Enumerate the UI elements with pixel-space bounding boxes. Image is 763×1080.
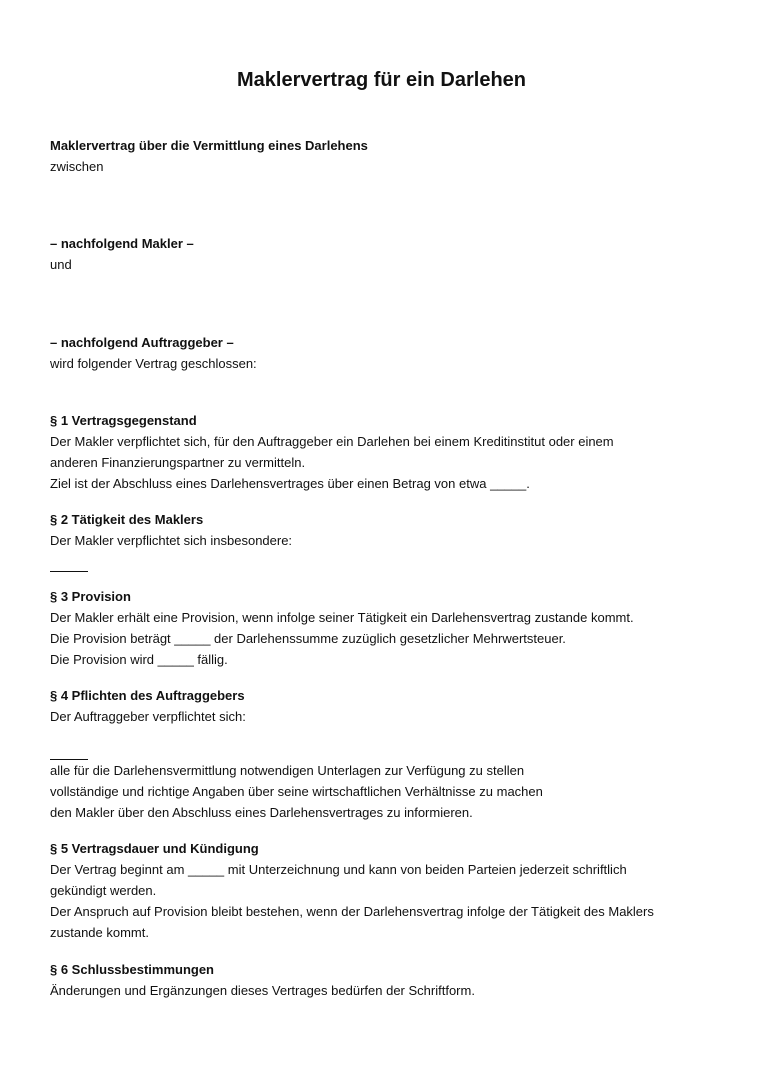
party-connector: und <box>50 257 72 272</box>
blank-fill-line <box>50 551 88 572</box>
section-3-heading: § 3 Provision <box>50 589 131 604</box>
section-4-item: den Makler über den Abschluss eines Darlehensvertrages zu informieren. <box>50 805 473 820</box>
section-2-heading: § 2 Tätigkeit des Maklers <box>50 512 204 527</box>
blank-fill-line <box>50 727 88 760</box>
section-3-line: Die Provision beträgt _____ der Darlehenssumme zuzüglich gesetzlicher Mehrwertsteuer. <box>50 631 566 646</box>
section-4-item: vollständige und richtige Angaben über seine wirtschaftlichen Verhältnisse zu machen <box>50 784 543 799</box>
section-6-heading: § 6 Schlussbestimmungen <box>50 962 214 977</box>
section-6 <box>50 959 730 1001</box>
section-5-line: zustande kommt. <box>50 925 149 940</box>
section-1 <box>50 410 730 494</box>
section-4-line: Der Auftraggeber verpflichtet sich: <box>50 709 246 724</box>
section-3-line: Die Provision wird _____ fällig. <box>50 652 228 667</box>
section-5-line: gekündigt werden. <box>50 883 157 898</box>
contract-closing-phrase: wird folgender Vertrag geschlossen: <box>50 356 257 371</box>
party-makler-label: – nachfolgend Makler – <box>50 236 194 251</box>
section-3-line: Der Makler erhält eine Provision, wenn infolge seiner Tätigkeit ein Darlehensvertrag zustande kommt. <box>50 610 634 625</box>
section-4-item: alle für die Darlehensvermittlung notwendigen Unterlagen zur Verfügung zu stellen <box>50 763 525 778</box>
section-3 <box>50 586 730 670</box>
section-1-line: anderen Finanzierungspartner zu vermitteln. <box>50 455 306 470</box>
section-4 <box>50 685 730 823</box>
section-5-line: Der Anspruch auf Provision bleibt bestehen, wenn der Darlehensvertrag infolge der Tätigkeit des Maklers <box>50 904 654 919</box>
section-4-heading: § 4 Pflichten des Auftraggebers <box>50 688 245 703</box>
section-5-heading: § 5 Vertragsdauer und Kündigung <box>50 841 259 856</box>
party-auftraggeber-block <box>50 332 730 374</box>
section-6-line: Änderungen und Ergänzungen dieses Vertrages bedürfen der Schriftform. <box>50 983 475 998</box>
section-2 <box>50 509 730 572</box>
party-makler-block <box>50 233 730 275</box>
section-5-line: Der Vertrag beginnt am _____ mit Unterzeichnung und kann von beiden Parteien jederzeit schriftlich <box>50 862 627 877</box>
section-5 <box>50 838 730 943</box>
intro-heading: Maklervertrag über die Vermittlung eines Darlehens <box>50 138 368 153</box>
document-title: Maklervertrag für ein Darlehen <box>237 69 526 91</box>
section-1-line: Der Makler verpflichtet sich, für den Auftraggeber ein Darlehen bei einem Kreditinstitut oder einem <box>50 434 614 449</box>
party-auftraggeber-label: – nachfolgend Auftraggeber – <box>50 335 234 350</box>
section-1-heading: § 1 Vertragsgegenstand <box>50 413 197 428</box>
section-2-line: Der Makler verpflichtet sich insbesondere: <box>50 533 293 548</box>
intro-block <box>50 135 730 177</box>
section-1-line: Ziel ist der Abschluss eines Darlehensvertrages über einen Betrag von etwa _____. <box>50 476 530 491</box>
intro-between: zwischen <box>50 159 104 174</box>
